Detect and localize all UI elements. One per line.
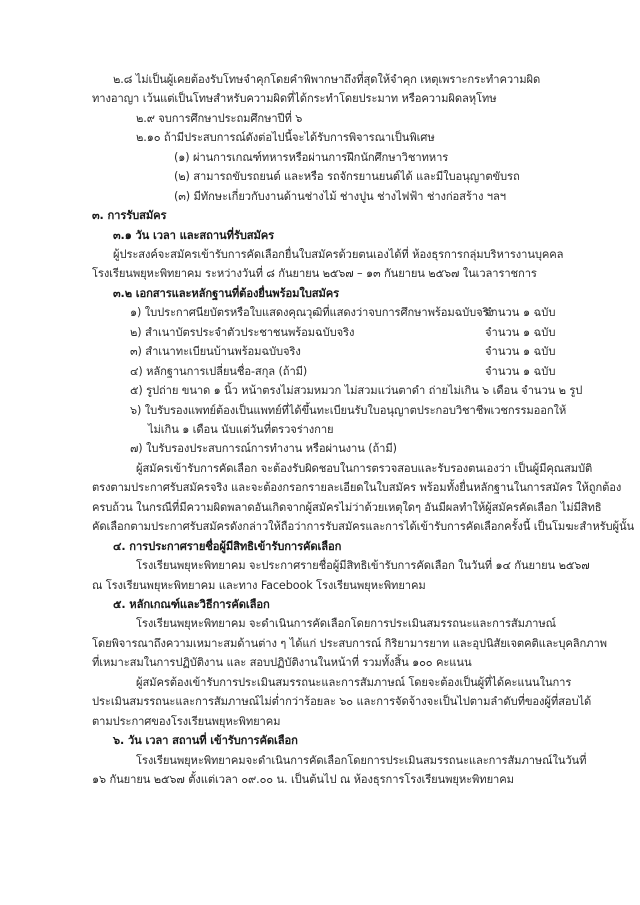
section-3-heading: ๓. การรับสมัคร bbox=[92, 209, 167, 222]
section-3-1-heading: ๓.๑ วัน เวลา และสถานที่รับสมัคร bbox=[113, 229, 275, 242]
section-3-note-line3: ครบถ้วน ในกรณีที่มีความผิดพลาดอันเกิดจากผู้สมัครไม่ว่าด้วยเหตุใดๆ อันมีผลทำให้ผู้สมัครคัดเลือก ไม่มีสิทธิ bbox=[92, 501, 602, 514]
document-item-3-qty: จำนวน ๑ ฉบับ bbox=[485, 345, 556, 358]
criterion-2-10-sub-3: (๓) มีทักษะเกี่ยวกับงานด้านช่างไม้ ช่างปูน ช่างไฟฟ้า ช่างก่อสร้าง ฯลฯ bbox=[174, 190, 506, 203]
document-item-1: ๑) ใบประกาศนียบัตรหรือใบแสดงคุณวุฒิที่แสดงว่าจบการศึกษาพร้อมฉบับจริง bbox=[130, 306, 494, 319]
section-6-line1: โรงเรียนพยุหะพิทยาคมจะดำเนินการคัดเลือกโดยการประเมินสมรรถนะและการสัมภาษณ์ในวันที่ bbox=[136, 754, 587, 767]
section-6-heading: ๖. วัน เวลา สถานที่ เข้ารับการคัดเลือก bbox=[113, 734, 298, 747]
criterion-2-8-line2: ทางอาญา เว้นแต่เป็นโทษสำหรับความผิดที่ได้กระทำโดยประมาท หรือความผิดลหุโทษ bbox=[92, 92, 497, 105]
criterion-2-9: ๒.๙ จบการศึกษาประถมศึกษาปีที่ ๖ bbox=[136, 112, 303, 125]
section-3-1-line1: ผู้ประสงค์จะสมัครเข้ารับการคัดเลือกยื่นใบสมัครด้วยตนเองได้ที่ ห้องธุรการกลุ่มบริหารงานบุคคล bbox=[113, 248, 564, 261]
section-4-line1: โรงเรียนพยุหะพิทยาคม จะประกาศรายชื่อผู้มีสิทธิเข้ารับการคัดเลือก ในวันที่ ๑๔ กันยายน ๒๕๖๗ bbox=[136, 559, 590, 572]
section-5-para1-line2: โดยพิจารณาถึงความเหมาะสมด้านต่าง ๆ ได้แก่ ประสบการณ์ กิริยามารยาท และอุปนิสัยเจตคติและบุคลิกภาพ bbox=[92, 637, 607, 650]
section-4-line2: ณ โรงเรียนพยุหะพิทยาคม และทาง Facebook โรงเรียนพยุหะพิทยาคม bbox=[92, 579, 426, 592]
section-4-heading: ๔. การประกาศรายชื่อผู้มีสิทธิเข้ารับการคัดเลือก bbox=[113, 540, 342, 553]
document-item-7: ๗) ใบรับรองประสบการณ์การทำงาน หรือผ่านงาน (ถ้ามี) bbox=[130, 442, 397, 455]
section-3-note-line1: ผู้สมัครเข้ารับการคัดเลือก จะต้องรับผิดชอบในการตรวจสอบและรับรองตนเองว่า เป็นผู้มีคุณสมบัติ bbox=[136, 462, 593, 475]
section-5-heading: ๕. หลักเกณฑ์และวิธีการคัดเลือก bbox=[113, 598, 270, 611]
section-3-2-heading: ๓.๒ เอกสารและหลักฐานที่ต้องยื่นพร้อมใบสมัคร bbox=[113, 287, 340, 300]
section-5-para2-line2: ประเมินสมรรถนะและการสัมภาษณ์ไม่ต่ำกว่าร้อยละ ๖๐ และการจัดจ้างจะเป็นไปตามลำดับที่ของผู้ที่สอบได้ bbox=[92, 695, 592, 708]
document-item-6-line2: ไม่เกิน ๑ เดือน นับแต่วันที่ตรวจร่างกาย bbox=[148, 423, 334, 436]
section-6-line2: ๑๖ กันยายน ๒๕๖๗ ตั้งแต่เวลา ๐๙.๐๐ น. เป็นต้นไป ณ ห้องธุรการโรงเรียนพยุหะพิทยาคม bbox=[92, 773, 514, 786]
criterion-2-10-sub-2: (๒) สามารถขับรถยนต์ และหรือ รถจักรยานยนต์ได้ และมีใบอนุญาตขับรถ bbox=[174, 170, 520, 183]
section-5-para2-line1: ผู้สมัครต้องเข้ารับการประเมินสมรรถนะและการสัมภาษณ์ โดยจะต้องเป็นผู้ที่ได้คะแนนในการ bbox=[136, 676, 572, 689]
document-item-1-qty: จำนวน ๑ ฉบับ bbox=[485, 306, 556, 319]
criterion-2-8-line1: ๒.๘ ไม่เป็นผู้เคยต้องรับโทษจำคุกโดยคำพิพากษาถึงที่สุดให้จำคุก เหตุเพราะกระทำความผิด bbox=[113, 73, 541, 86]
section-3-note-line2: ตรงตามประกาศรับสมัครจริง และจะต้องกรอกรายละเอียดในใบสมัคร พร้อมทั้งยื่นหลักฐานในการสมัคร ให้ถูกต้อง bbox=[92, 481, 622, 494]
section-5-para2-line3: ตามประกาศของโรงเรียนพยุหะพิทยาคม bbox=[92, 715, 281, 728]
document-item-2: ๒) สำเนาบัตรประจำตัวประชาชนพร้อมฉบับจริง bbox=[130, 326, 355, 339]
document-item-3: ๓) สำเนาทะเบียนบ้านพร้อมฉบับจริง bbox=[130, 345, 301, 358]
criterion-2-10-sub-1: (๑) ผ่านการเกณฑ์ทหารหรือผ่านการฝึกนักศึกษาวิชาทหาร bbox=[174, 151, 449, 164]
document-item-6-line1: ๖) ใบรับรองแพทย์ต้องเป็นแพทย์ที่ได้ขึ้นทะเบียนรับใบอนุญาตประกอบวิชาชีพเวชกรรมออกให้ bbox=[130, 404, 567, 417]
document-item-5: ๕) รูปถ่าย ขนาด ๑ นิ้ว หน้าตรงไม่สวมหมวก ไม่สวมแว่นตาดำ ถ่ายไม่เกิน ๖ เดือน จำนวน ๒ รูป bbox=[130, 384, 583, 397]
section-3-note-line4: คัดเลือกตามประกาศรับสมัครดังกล่าวให้ถือว่าการรับสมัครและการได้เข้ารับการคัดเลือกครั้งนี้ เป็นโมฆะสำหรับผู้นั้น bbox=[92, 520, 635, 533]
document-item-4: ๔) หลักฐานการเปลี่ยนชื่อ-สกุล (ถ้ามี) bbox=[130, 365, 308, 378]
document-item-2-qty: จำนวน ๑ ฉบับ bbox=[485, 326, 556, 339]
document-item-4-qty: จำนวน ๑ ฉบับ bbox=[485, 365, 556, 378]
section-5-para1-line3: ที่เหมาะสมในการปฏิบัติงาน และ สอบปฏิบัติงานในหน้าที่ รวมทั้งสิ้น ๑๐๐ คะแนน bbox=[92, 656, 472, 669]
criterion-2-10: ๒.๑๐ ถ้ามีประสบการณ์ดังต่อไปนี้จะได้รับการพิจารณาเป็นพิเศษ bbox=[136, 131, 435, 144]
section-5-para1-line1: โรงเรียนพยุหะพิทยาคม จะดำเนินการคัดเลือกโดยการประเมินสมรรถนะและการสัมภาษณ์ bbox=[136, 617, 556, 630]
section-3-1-line2: โรงเรียนพยุหะพิทยาคม ระหว่างวันที่ ๘ กันยายน ๒๕๖๗ – ๑๓ กันยายน ๒๕๖๗ ในเวลาราชการ bbox=[92, 267, 537, 280]
